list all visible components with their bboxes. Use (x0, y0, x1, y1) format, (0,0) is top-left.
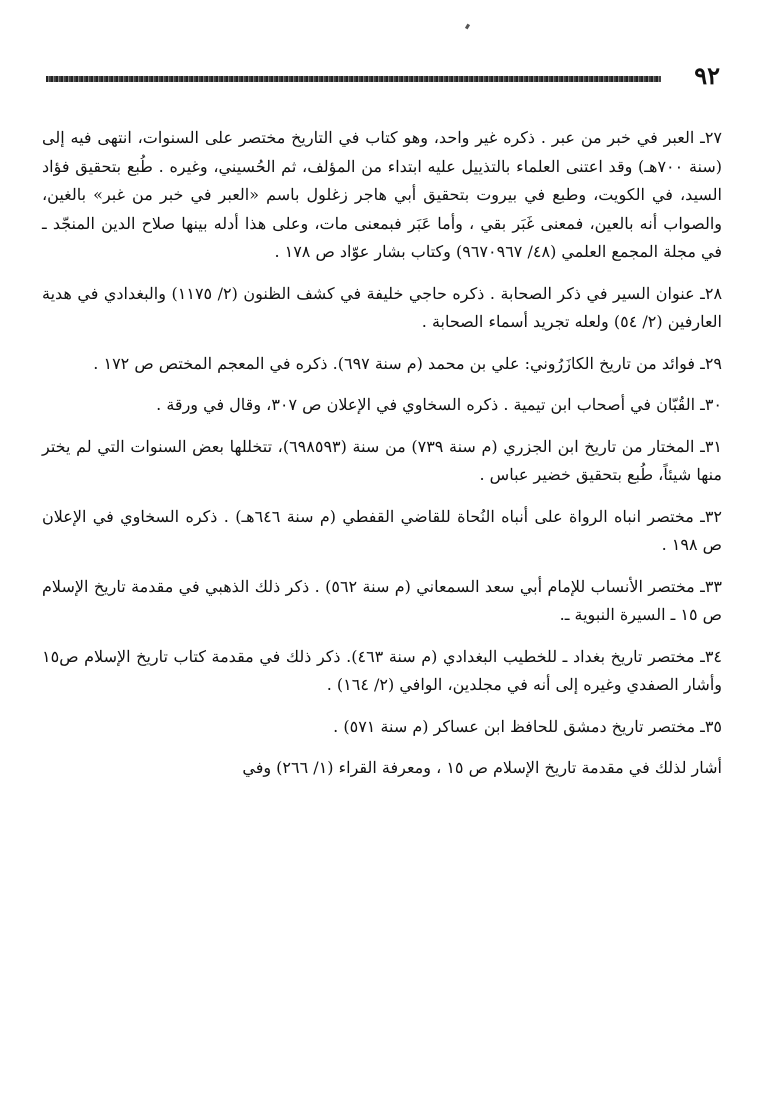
page-header (46, 61, 720, 94)
entry-31 (42, 433, 722, 490)
entry-text: ٣١ـ المختار من تاريخ ابن الجزري (م سنة ٧٣٩) من سنة (٦٩٨٥٩٣)، تتخللها بعض السنوات التي لم يختر منها شيئاً، طُبع بتحقيق خضير عباس . (42, 436, 722, 484)
entry-30 (42, 391, 722, 420)
entry-text: ٣٢ـ مختصر انباه الرواة على أنباه النُحاة للقاضي القفطي (م سنة ٦٤٦هـ) . ذكره السخاوي في الإعلان ص ١٩٨ . (42, 506, 723, 554)
entry-text: ٣٥ـ مختصر تاريخ دمشق للحافظ ابن عساكر (م سنة ٥٧١) . (333, 716, 722, 736)
entry-35 (42, 713, 722, 742)
page-body (42, 124, 722, 796)
entry-29 (42, 350, 722, 379)
entry-28 (42, 280, 722, 337)
entry-32 (42, 503, 722, 560)
entry-text: ٢٨ـ عنوان السير في ذكر الصحابة . ذكره حاجي خليفة في كشف الظنون (٢/ ١١٧٥) والبغدادي في هدية العارفين (٢/ ٥٤) ولعله تجريد أسماء الصحابة . (42, 283, 723, 331)
entry-text: ٢٧ـ العبر في خبر من عبر . ذكره غير واحد، وهو كتاب في التاريخ مختصر على السنوات، انتهى فيه إلى (سنة ٧٠٠هـ) وقد اعتنى العلماء بالتذييل عليه ابتداء من المؤلف، ثم الحُسيني، وغيره . طُبع بتحقيق فؤاد السيد، في الكويت، وطبع في بيروت بتحقيق أبي هاجر زغلول باسم «العبر في خبر من غبر» بالغين، والصواب أنه بالعين، فمعنى غَبَر بقي ، وأما عَبَر فبمعنى مات، وعلى هذا أدله بينها صلاح الدين المنجّد ـ في مجلة المجمع العلمي (٤٨/ ٩٦٧٠٩٦٧) وكتاب بشار عوّاد ص ١٧٨ . (42, 128, 723, 261)
entry-text: ٢٩ـ فوائد من تاريخ الكازَرُوني: علي بن محمد (م سنة ٦٩٧). ذكره في المعجم المختص ص ١٧٢ . (93, 353, 722, 373)
entry-text: ٣٤ـ مختصر تاريخ بغداد ـ للخطيب البغدادي (م سنة ٤٦٣). ذكر ذلك في مقدمة كتاب تاريخ الإسلام ص١٥ وأشار الصفدي وغيره إلى أنه في مجلدين، الوافي (٢/ ١٦٤) . (42, 646, 722, 694)
entry-34 (42, 643, 722, 700)
entry-text: ٣٣ـ مختصر الأنساب للإمام أبي سعد السمعاني (م سنة ٥٦٢) . ذكر ذلك الذهبي في مقدمة تاريخ الإسلام ص ١٥ ـ السيرة النبوية ـ. (42, 576, 722, 624)
entry-text: أشار لذلك في مقدمة تاريخ الإسلام ص ١٥ ، ومعرفة القراء (١/ ٢٦٦) وفي (242, 758, 722, 777)
entry-text: ٣٠ـ القُبّان في أصحاب ابن تيمية . ذكره السخاوي في الإعلان ص ٣٠٧، وقال في ورقة . (156, 395, 722, 414)
continuation-paragraph (42, 754, 722, 783)
page-number: ٩٢ (694, 61, 720, 90)
entry-27 (42, 124, 722, 267)
entry-33 (42, 573, 722, 630)
header-rule (46, 76, 661, 82)
scan-speck (465, 24, 470, 30)
